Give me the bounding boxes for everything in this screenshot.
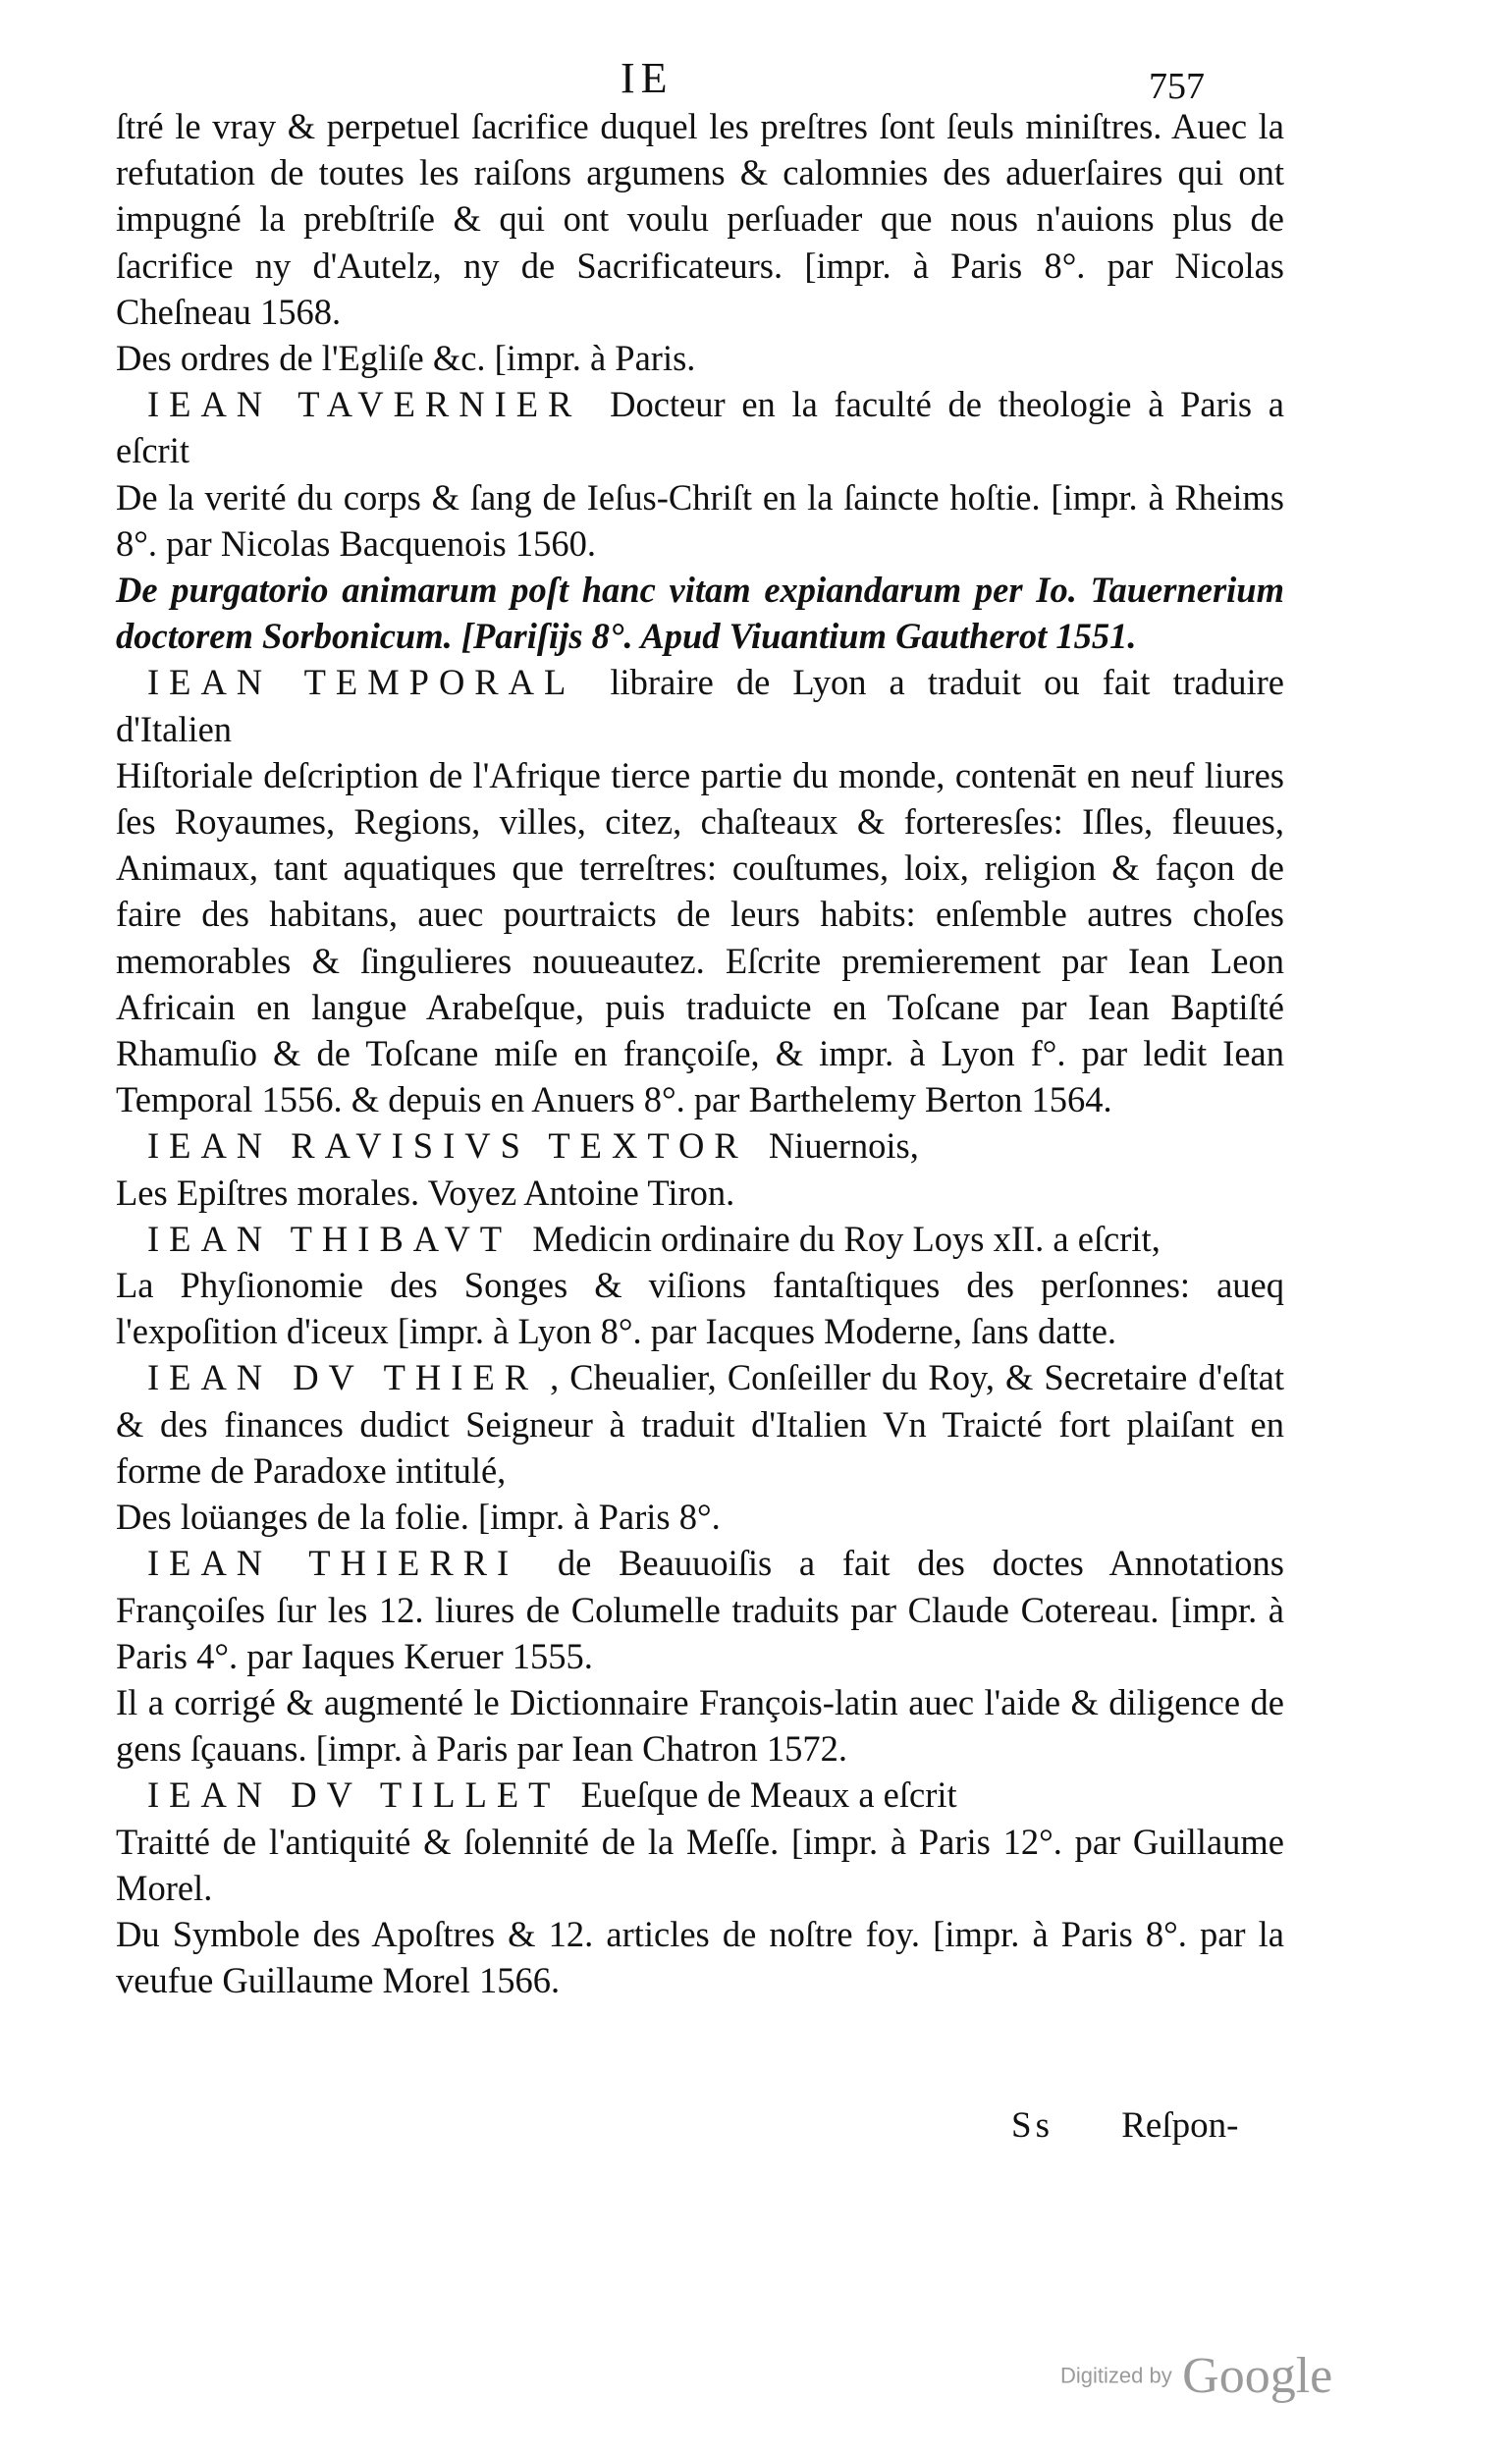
author-description: de Beauuoiſis a fait des doctes Annotations Françoiſes ſur les 12. liures de Columelle traduits par Claude Cotereau. [impr. à Paris 4°. par Iaques Keruer 1555. — [116, 1543, 1284, 1676]
author-description: Docteur en la faculté de theologie à Paris a eſcrit — [116, 384, 1284, 471]
entry-title: Il a corrigé & augmenté le Dictionnaire François-latin auec l'aide & diligence de gens ſçauans. [impr. à Paris par Iean Chatron 1572. — [116, 1681, 1284, 1770]
catchword: Reſpon- — [1121, 2105, 1239, 2146]
entry-title: Les Epiſtres morales. Voyez Antoine Tiron. — [116, 1172, 735, 1213]
entry-title: La Phyſionomie des Songes & viſions fantaſtiques des perſonnes: aueq l'expoſition d'iceux [impr. à Lyon 8°. par Iacques Moderne, ſans datte. — [116, 1265, 1284, 1352]
author-entry-temporal — [116, 659, 1284, 751]
entry-title: Traitté de l'antiquité & ſolennité de la Meſſe. [impr. à Paris 12°. par Guillaume Morel. — [116, 1821, 1284, 1908]
entry-title: De la verité du corps & ſang de Ieſus-Chriſt en la ſaincte hoſtie. [impr. à Rheims 8°. par Nicolas Bacquenois 1560. — [116, 476, 1284, 564]
author-name: IEAN THIBAVT — [147, 1218, 513, 1259]
entry-title: Hiſtoriale deſcription de l'Afrique tierce partie du monde, contenāt en neuf liures ſes Royaumes, Regions, villes, citez, chaſteaux & forteresſes: Iſles, fleuues, Animaux, tant aquatiques que terreſtres: couſtumes, loix, religion & façon de faire des habitans, auec pourtraicts de leurs habits: enſemble autres choſes memorables & ſingulieres nouueautez. Eſcrite premierement par Iean Leon Africain en langue Arabeſque, puis traduicte en Toſcane par Iean Baptiſté Rhamuſio & de Toſcane miſe en françoiſe, & impr. à Lyon f°. par ledit Iean Temporal 1556. & depuis en Anuers 8°. par Barthelemy Berton 1564. — [116, 754, 1284, 1120]
author-entry-thierri — [116, 1540, 1284, 1679]
author-name: IEAN DV THIER — [147, 1357, 539, 1398]
signature-mark: Ss — [1011, 2105, 1053, 2146]
author-name: IEAN DV TILLET — [147, 1774, 561, 1816]
page-footer — [1011, 2104, 1238, 2147]
running-head: IE — [621, 54, 674, 102]
author-entry-textor — [116, 1122, 1284, 1169]
author-entry-du-tillet — [116, 1772, 1284, 1818]
digitized-watermark — [1060, 2347, 1332, 2405]
author-name: IEAN TAVERNIER — [147, 384, 582, 425]
page-header — [0, 47, 1512, 106]
entry-title: Des loüanges de la folie. [impr. à Paris 8°. — [116, 1497, 721, 1538]
author-description: Niuernois, — [759, 1125, 919, 1167]
entry-title: Du Symbole des Apoſtres & 12. articles de noſtre foy. [impr. à Paris 8°. par la veufue Guillaume Morel 1566. — [116, 1913, 1284, 2001]
author-entry-tavernier — [116, 381, 1284, 473]
watermark-prefix: Digitized by — [1060, 2363, 1172, 2388]
author-entry-du-thier — [116, 1354, 1284, 1494]
bibliography-text — [116, 103, 1284, 2003]
author-name: IEAN THIERRI — [147, 1543, 519, 1584]
google-logo: Google — [1182, 2348, 1333, 2404]
entry-continuation: ſtré le vray & perpetuel ſacrifice duquel les preſtres ſont ſeuls miniſtres. Auec la refutation de toutes les raiſons argumens & calomnies des aduerſaires qui ont impugné la prebſtriſe & qui ont voulu perſuader que nous n'auions plus de ſacrifice ny d'Autelz, ny de Sacrificateurs. [impr. à Paris 8°. par Nicolas Cheſneau 1568. — [116, 106, 1284, 332]
author-description: , Cheualier, Conſeiller du Roy, & Secretaire d'eſtat & des finances dudict Seigneur à traduit d'Italien Vn Traicté fort plaiſant en forme de Paradoxe intitulé, — [116, 1357, 1284, 1491]
latin-entry-title: De purgatorio animarum poſt hanc vitam expiandarum per Io. Tauernerium doctorem Sorbonicum. [Pariſijs 8°. Apud Viuantium Gautherot 1551. — [116, 570, 1284, 657]
author-name: IEAN TEMPORAL — [147, 662, 576, 703]
author-entry-thibaut — [116, 1216, 1284, 1262]
author-description: Medicin ordinaire du Roy Loys xII. a eſcrit, — [523, 1218, 1161, 1259]
page-number: 757 — [1149, 66, 1205, 107]
author-name: IEAN RAVISIVS TEXTOR — [147, 1125, 748, 1167]
entry-title: Des ordres de l'Egliſe &c. [impr. à Paris. — [116, 338, 696, 379]
author-description: Eueſque de Meaux a eſcrit — [571, 1774, 957, 1816]
author-description: libraire de Lyon a traduit ou fait traduire d'Italien — [116, 662, 1284, 749]
